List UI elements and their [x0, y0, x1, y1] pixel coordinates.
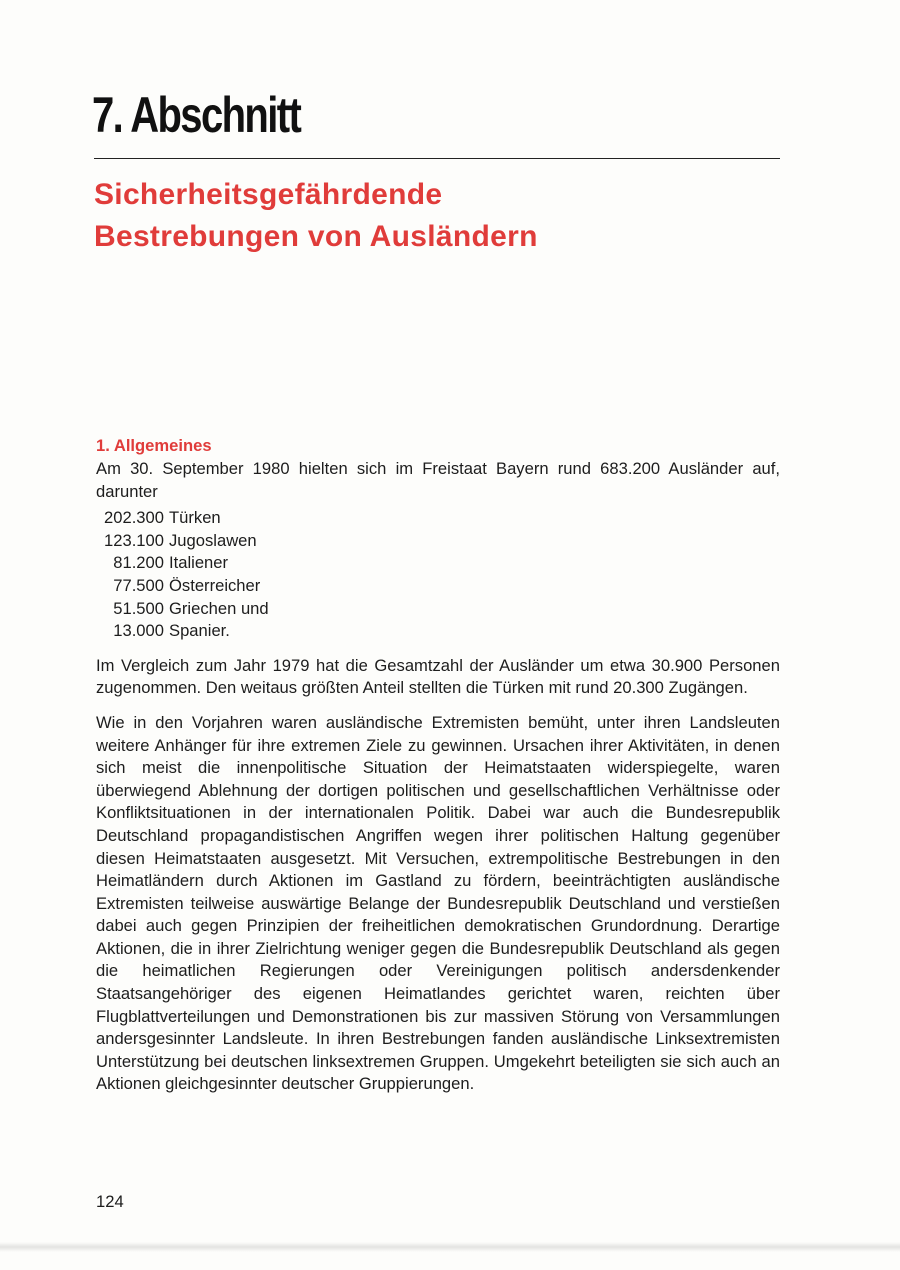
list-item-count: 77.500 — [113, 575, 164, 595]
heading-rule — [94, 158, 780, 159]
list-item-label: Türken — [169, 508, 221, 528]
list-item — [96, 552, 780, 575]
paragraph-extremists: Wie in den Vorjahren waren ausländische Extremisten bemüht, unter ihren Landsleuten weitere Anhänger für ihre extremen Ziele zu gewinnen. Ursachen ihrer Aktivitäten, in denen sich meist die innenpolitische Situation der Heimatstaaten widerspiegelte, waren überwiegend Ablehnung der dortigen politischen und gesellschaftlichen Verhältnisse oder Konfliktsituationen in der internationalen Politik. Dabei war auch die Bundesrepublik Deutschland propagandistischen Angriffen wegen ihrer politischen Haltung gegenüber diesen Heimatstaaten ausgesetzt. Mit Versuchen, extrempolitische Bestrebungen in den Heimatländern durch Aktionen im Gastland zu fördern, beeinträchtigten ausländische Extremisten teilweise auswärtige Belange der Bundesrepublik Deutschland und verstießen dabei auch gegen Prinzipien der freiheitlichen demokratischen Grundordnung. Derartige Aktionen, die in ihrer Zielrichtung weniger gegen die Bundesrepublik Deutschland als gegen die heimatlichen Regierungen oder Vereinigungen politisch andersdenkender Staatsangehöriger des eigenen Heimatlandes gerichtet waren, reichten über Flugblattverteilungen und Demonstrationen bis zur massiven Störung von Versammlungen andersgesinnter Landsleute. In ihren Bestrebungen fanden ausländische Linksextremisten Unterstützung bei deutschen linksextremen Gruppen. Umgekehrt beteiligten sie sich auch an Aktionen gleichgesinnter deutscher Gruppierungen. — [96, 712, 780, 1094]
list-item-count: 81.200 — [113, 553, 164, 573]
list-item — [96, 598, 780, 621]
sub-heading: 1. Allgemeines — [96, 436, 212, 455]
list-item-label: Spanier. — [169, 621, 230, 641]
list-item-count: 123.100 — [104, 530, 164, 550]
section-heading: 7. Abschnitt — [92, 87, 301, 143]
list-item — [96, 620, 780, 643]
list-item-label: Griechen und — [169, 598, 269, 618]
list-item-count: 202.300 — [104, 508, 164, 528]
page-edge — [0, 1242, 900, 1252]
list-item-count: 51.500 — [113, 598, 164, 618]
section-title-line-2: Bestrebungen von Ausländern — [94, 220, 538, 253]
list-item — [96, 507, 780, 530]
list-item-label: Italiener — [169, 553, 229, 573]
page-number: 124 — [96, 1192, 124, 1211]
list-item — [96, 530, 780, 553]
body-text — [96, 434, 780, 1096]
list-item — [96, 575, 780, 598]
list-item-label: Österreicher — [169, 575, 261, 595]
nationality-list — [96, 507, 780, 643]
list-item-label: Jugoslawen — [169, 530, 257, 550]
paragraph-comparison: Im Vergleich zum Jahr 1979 hat die Gesamtzahl der Ausländer um etwa 30.900 Personen zugenommen. Den weitaus größten Anteil stellten die Türken mit rund 20.300 Zugängen. — [96, 655, 780, 698]
section-title — [94, 174, 794, 258]
intro-paragraph: Am 30. September 1980 hielten sich im Freistaat Bayern rund 683.200 Ausländer auf, darunter — [96, 459, 780, 501]
list-item-count: 13.000 — [113, 621, 164, 641]
section-title-line-1: Sicherheitsgefährdende — [94, 178, 443, 211]
